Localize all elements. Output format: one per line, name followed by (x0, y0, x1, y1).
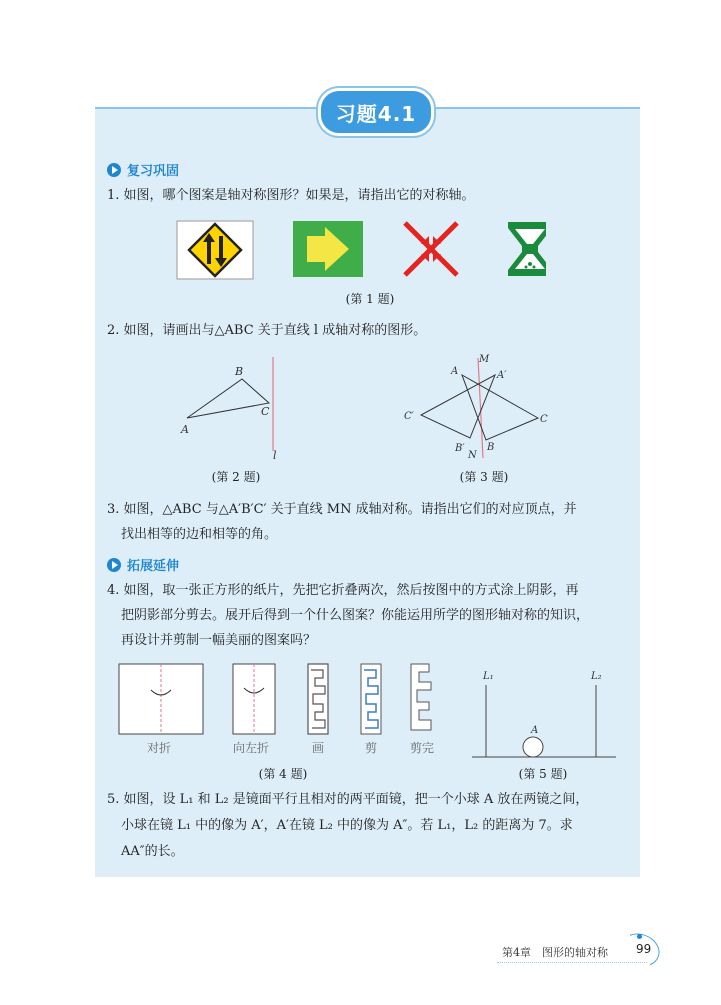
page-number-dot (637, 934, 642, 939)
label-l: l (273, 449, 277, 462)
label-N: N (468, 450, 477, 461)
hourglass-pattern (508, 222, 546, 276)
figure-5-caption: (第 5 题) (518, 767, 568, 781)
question-5-line-3: AA″的长。 (121, 844, 184, 859)
section-extension-label: 拓展延伸 (127, 559, 180, 574)
fold-step-5-label: 剪完 (410, 741, 435, 755)
figure-1-patterns (176, 220, 546, 282)
fold-step-4-label: 剪 (365, 741, 378, 755)
question-5-line-2: 小球在镜 L₁ 中的像为 A′，A′在镜 L₂ 中的像为 A″。若 L₁，L₂ 的距离为 7。求 (121, 818, 573, 833)
traffic-sign-pattern (177, 221, 253, 279)
label-C-prime: C′ (404, 411, 414, 422)
section-extension-heading (107, 555, 179, 574)
fold-step-1 (119, 664, 203, 734)
question-2: 2. 如图，请画出与△ABC 关于直线 l 成轴对称的图形。 (107, 323, 427, 338)
figure-1-caption: (第 1 题) (345, 292, 395, 306)
footer-divider (497, 962, 647, 963)
figure-5-mirrors (470, 665, 620, 760)
fold-step-3 (308, 664, 328, 734)
question-3-line-2: 找出相等的边和相等的角。 (121, 527, 278, 542)
chapter-footer: 第4章 图形的轴对称 (502, 946, 608, 959)
label-B: B (235, 365, 244, 378)
fold-step-3-label: 画 (312, 741, 325, 755)
arrow-pattern (293, 221, 363, 277)
question-1: 1. 如图，哪个图案是轴对称图形？如果是，请指出它的对称轴。 (107, 188, 475, 203)
question-5-line-1: 5. 如图，设 L₁ 和 L₂ 是镜面平行且相对的两平面镜，把一个小球 A 放在两镜之间， (107, 792, 589, 807)
page-number: 99 (636, 942, 652, 956)
question-3-line-1: 3. 如图，△ABC 与△A′B′C′ 关于直线 MN 成轴对称。请指出它们的对应顶点，并 (107, 502, 577, 517)
question-4-line-1: 4. 如图，取一张正方形的纸片，先把它折叠两次，然后按图中的方式涂上阴影，再 (107, 583, 579, 598)
label-A-prime: A′ (497, 370, 507, 381)
play-icon (107, 558, 121, 572)
label-C: C (540, 414, 548, 425)
figure-4-paper-folding (115, 660, 455, 760)
fold-step-1-label: 对折 (147, 741, 172, 755)
play-icon (107, 163, 121, 177)
figure-4-caption: (第 4 题) (258, 767, 308, 781)
label-B: B (487, 442, 495, 453)
label-B-prime: B′ (455, 443, 465, 454)
label-ball-A: A (531, 725, 539, 736)
fold-step-4 (361, 664, 381, 734)
label-A: A (181, 423, 189, 436)
section-review-label: 复习巩固 (127, 164, 180, 179)
fold-step-2-label: 向左折 (233, 741, 270, 755)
figure-2-triangle (175, 355, 295, 465)
cross-arrows-pattern (405, 223, 457, 275)
exercise-title: 习题4.1 (318, 88, 434, 136)
fold-step-2 (233, 664, 275, 734)
fold-step-5 (411, 664, 431, 730)
label-C: C (261, 405, 270, 418)
question-4-line-2: 把阴影部分剪去。展开后得到一个什么图案？你能运用所学的图形轴对称的知识， (121, 608, 590, 623)
label-A: A (451, 366, 459, 377)
question-4-line-3: 再设计并剪制一幅美丽的图案吗？ (121, 633, 317, 648)
figure-3-caption: (第 3 题) (459, 470, 509, 484)
label-L1: L₁ (483, 671, 494, 682)
figure-3-reflected-triangles (400, 350, 560, 462)
section-review-heading (107, 160, 179, 179)
label-L2: L₂ (591, 671, 602, 682)
figure-2-caption: (第 2 题) (211, 470, 261, 484)
label-M: M (479, 354, 490, 365)
